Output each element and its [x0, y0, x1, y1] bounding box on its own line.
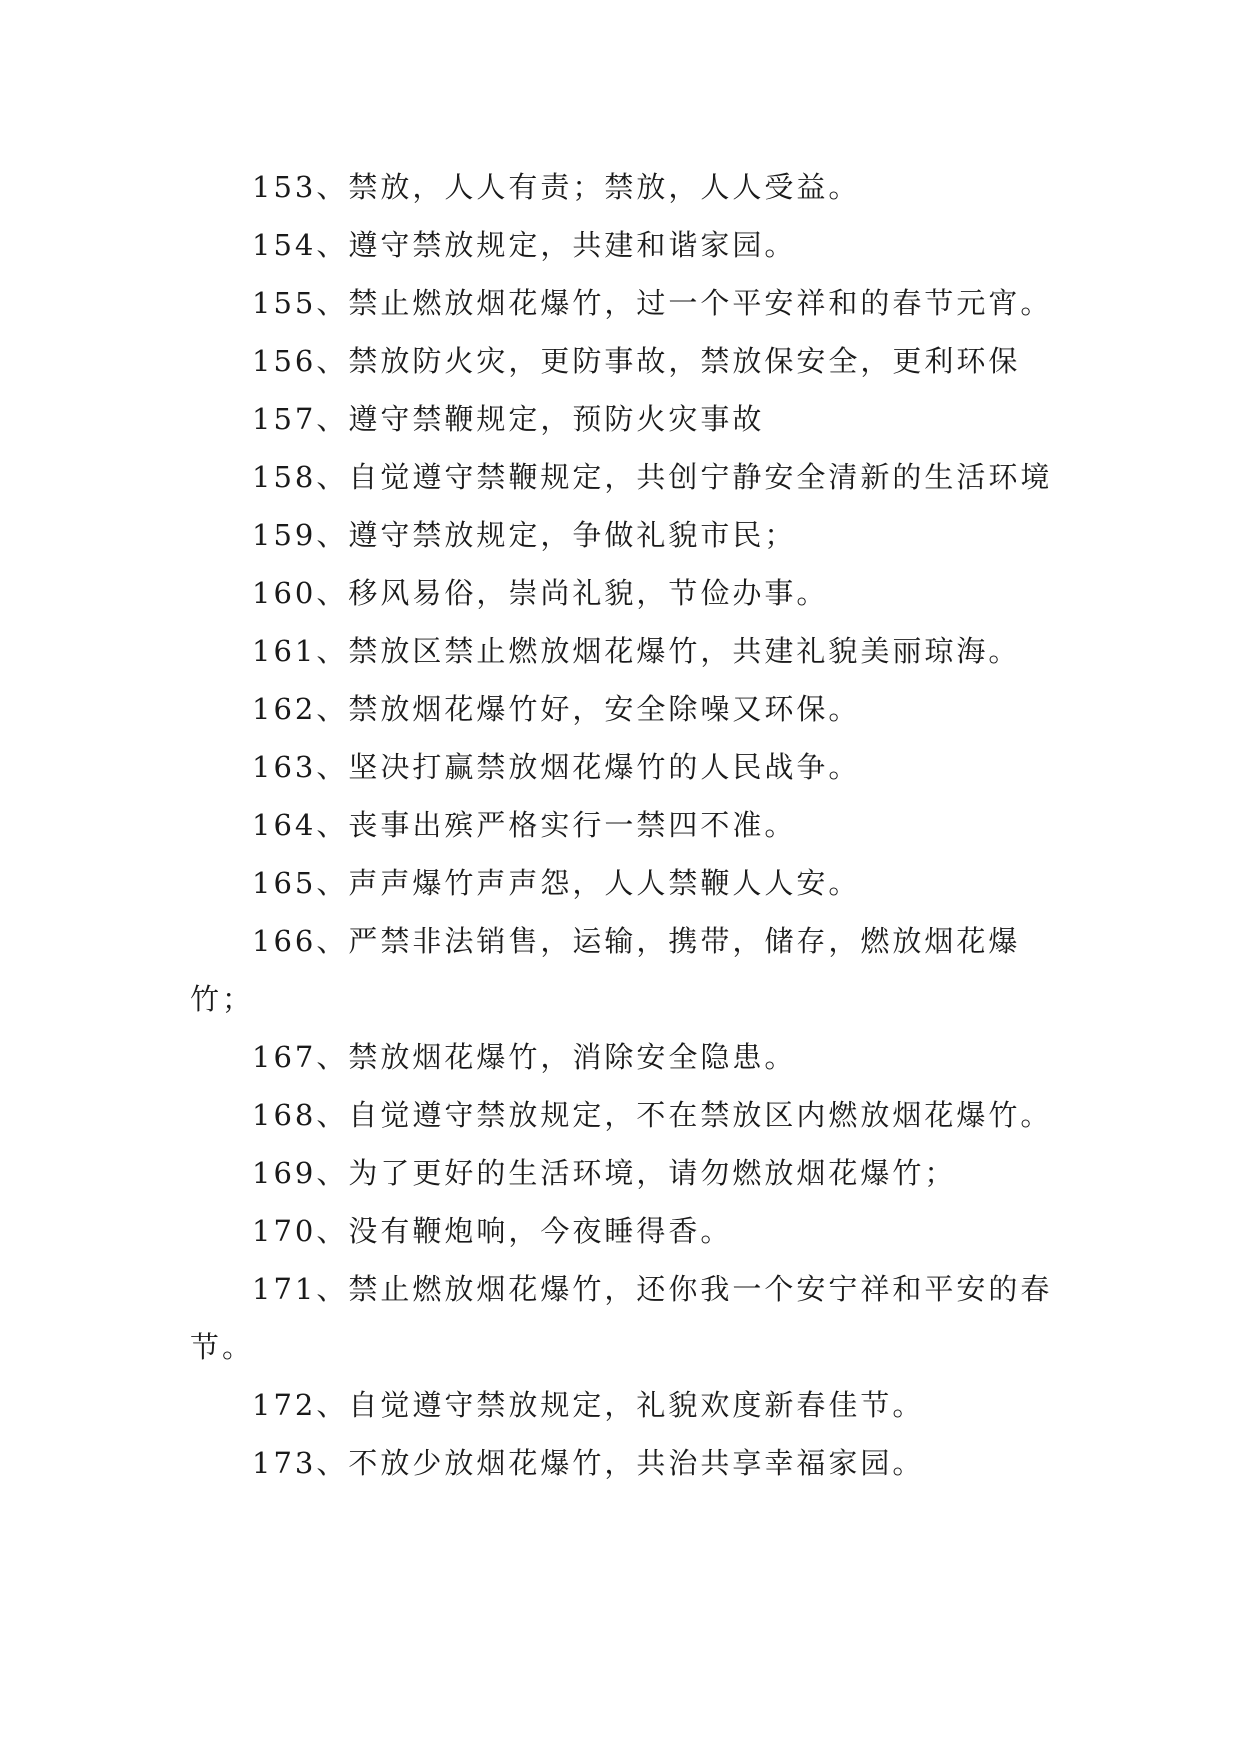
slogan-line: 156、禁放防火灾，更防事故，禁放保安全，更利环保 [252, 344, 1021, 378]
slogan-line: 165、声声爆竹声声怨，人人禁鞭人人安。 [252, 866, 861, 900]
slogan-line: 162、禁放烟花爆竹好，安全除噪又环保。 [252, 692, 861, 726]
slogan-line: 167、禁放烟花爆竹，消除安全隐患。 [252, 1040, 797, 1074]
slogan-line: 172、自觉遵守禁放规定，礼貌欢度新春佳节。 [252, 1388, 925, 1422]
slogan-line: 166、严禁非法销售，运输，携带，储存，燃放烟花爆竹； [190, 924, 1021, 1016]
slogan-line: 171、禁止燃放烟花爆竹，还你我一个安宁祥和平安的春节。 [190, 1272, 1053, 1364]
slogan-line: 155、禁止燃放烟花爆竹，过一个平安祥和的春节元宵。 [252, 286, 1053, 320]
slogan-line: 173、不放少放烟花爆竹，共治共享幸福家园。 [252, 1446, 925, 1480]
slogan-line: 163、坚决打赢禁放烟花爆竹的人民战争。 [252, 750, 861, 784]
document-body [190, 158, 1070, 1492]
slogan-line: 159、遵守禁放规定，争做礼貌市民； [252, 518, 797, 552]
slogan-line: 164、丧事出殡严格实行一禁四不准。 [252, 808, 797, 842]
slogan-line: 160、移风易俗，崇尚礼貌，节俭办事。 [252, 576, 829, 610]
slogan-line: 169、为了更好的生活环境，请勿燃放烟花爆竹； [252, 1156, 957, 1190]
slogan-line: 153、禁放，人人有责；禁放，人人受益。 [252, 170, 861, 204]
slogan-line: 158、自觉遵守禁鞭规定，共创宁静安全清新的生活环境 [252, 460, 1053, 494]
slogan-line: 157、遵守禁鞭规定，预防火灾事故 [252, 402, 765, 436]
slogan-line: 168、自觉遵守禁放规定，不在禁放区内燃放烟花爆竹。 [252, 1098, 1053, 1132]
slogan-line: 161、禁放区禁止燃放烟花爆竹，共建礼貌美丽琼海。 [252, 634, 1021, 668]
slogan-line: 154、遵守禁放规定，共建和谐家园。 [252, 228, 797, 262]
slogan-line: 170、没有鞭炮响，今夜睡得香。 [252, 1214, 733, 1248]
